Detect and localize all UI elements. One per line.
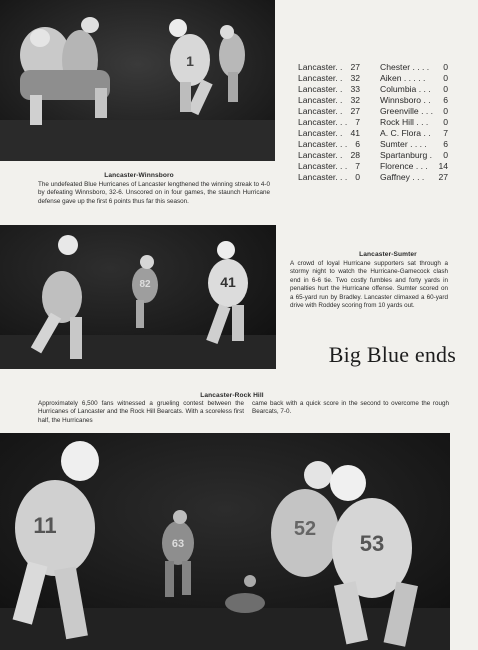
score-value: 14 bbox=[438, 161, 448, 171]
score-value: 27 bbox=[350, 62, 360, 72]
score-value: 0 bbox=[443, 84, 448, 94]
team-name: Chester . . . . bbox=[380, 62, 430, 72]
score-row bbox=[380, 161, 448, 172]
team-name: Sumter . . . . bbox=[380, 139, 427, 149]
team-name: Lancaster. . bbox=[298, 150, 343, 160]
score-row bbox=[298, 117, 360, 128]
jersey-number: 53 bbox=[359, 531, 385, 556]
score-value: 0 bbox=[443, 106, 448, 116]
score-row bbox=[298, 62, 360, 73]
score-value: 32 bbox=[350, 95, 360, 105]
score-value: 27 bbox=[438, 172, 448, 182]
team-name: Lancaster. . bbox=[298, 84, 343, 94]
caption-text-sumter: A crowd of loyal Hurricane supporters sat through a stormy night to watch the Hurricane-Gamecock clash end in 6-6 tie. Two costly fumbles and forty yards in penalties hurt the Hurricane offense. Sumter scored on a 65-yard run by Bradley. Lancaster climaxed a 60-yard drive with Roddey scoring from 10 yards out. bbox=[290, 260, 448, 310]
team-name: Gaffney . . . bbox=[380, 172, 425, 182]
score-value: 0 bbox=[443, 73, 448, 83]
photo-lancaster-sumter bbox=[0, 225, 276, 369]
score-row bbox=[298, 106, 360, 117]
team-name: Winnsboro . . bbox=[380, 95, 431, 105]
team-name: Spartanburg . bbox=[380, 150, 433, 160]
score-row bbox=[380, 139, 448, 150]
team-name: Lancaster. . bbox=[298, 128, 343, 138]
team-name: Greenville . . . bbox=[380, 106, 434, 116]
jersey-number: 1 bbox=[186, 53, 194, 69]
score-value: 7 bbox=[355, 161, 360, 171]
score-row bbox=[380, 106, 448, 117]
team-name: Lancaster. . bbox=[298, 95, 343, 105]
score-row bbox=[298, 84, 360, 95]
score-value: 6 bbox=[443, 95, 448, 105]
score-row bbox=[380, 172, 448, 183]
team-name: Lancaster. . bbox=[298, 73, 343, 83]
score-row bbox=[380, 84, 448, 95]
score-value: 6 bbox=[355, 139, 360, 149]
jersey-number: 82 bbox=[139, 279, 151, 290]
team-name: Columbia . . . bbox=[380, 84, 431, 94]
score-value: 27 bbox=[350, 106, 360, 116]
score-row bbox=[298, 95, 360, 106]
team-name: Aiken . . . . . bbox=[380, 73, 426, 83]
score-row bbox=[298, 128, 360, 139]
team-name: Lancaster. . . bbox=[298, 139, 348, 149]
score-row bbox=[380, 128, 448, 139]
score-row bbox=[380, 150, 448, 161]
caption-title-sumter: Lancaster-Sumter bbox=[359, 251, 417, 258]
score-value: 0 bbox=[443, 117, 448, 127]
photo-lancaster-winnsboro-image bbox=[0, 0, 275, 161]
score-value: 0 bbox=[355, 172, 360, 182]
score-row bbox=[380, 73, 448, 84]
photo-lancaster-rock-hill-image bbox=[0, 433, 450, 650]
score-value: 7 bbox=[355, 117, 360, 127]
jersey-number: 52 bbox=[293, 518, 317, 540]
caption-text-winnsboro: The undefeated Blue Hurricanes of Lancaster lengthened the winning streak to 4-0 by defeating Winnsboro, 32-6. Unscored on in four games, the staunch Hurricane defense gave up the first 6 points thus far this season. bbox=[38, 181, 270, 205]
score-row bbox=[298, 139, 360, 150]
score-row bbox=[380, 117, 448, 128]
team-name: A. C. Flora . . bbox=[380, 128, 431, 138]
team-name: Lancaster. . . bbox=[298, 172, 348, 182]
score-row bbox=[298, 150, 360, 161]
score-value: 33 bbox=[350, 84, 360, 94]
jersey-number: 63 bbox=[171, 538, 185, 550]
score-value: 0 bbox=[443, 62, 448, 72]
team-name: Lancaster. . . bbox=[298, 161, 348, 171]
score-row bbox=[380, 62, 448, 73]
team-name: Lancaster. . bbox=[298, 62, 343, 72]
score-row bbox=[380, 95, 448, 106]
page-headline: Big Blue ends bbox=[328, 342, 456, 367]
team-name: Rock Hill . . . bbox=[380, 117, 429, 127]
scores-lancaster-column bbox=[298, 62, 360, 183]
photo-lancaster-winnsboro bbox=[0, 0, 275, 161]
photo-lancaster-sumter-image bbox=[0, 225, 276, 369]
photo-lancaster-rock-hill bbox=[0, 433, 450, 650]
score-row bbox=[298, 73, 360, 84]
score-value: 41 bbox=[350, 128, 360, 138]
caption-title-rock-hill: Lancaster-Rock Hill bbox=[200, 392, 264, 399]
score-row bbox=[298, 172, 360, 183]
score-value: 0 bbox=[443, 150, 448, 160]
caption-title-winnsboro: Lancaster-Winnsboro bbox=[104, 172, 174, 179]
jersey-number: 11 bbox=[33, 513, 57, 538]
team-name: Lancaster. . . bbox=[298, 117, 348, 127]
scores-opponent-column bbox=[380, 62, 448, 183]
score-value: 32 bbox=[350, 73, 360, 83]
team-name: Florence . . . bbox=[380, 161, 428, 171]
caption-text-rock-hill-col1: Approximately 6,500 fans witnessed a grueling contest between the Hurricanes of Lancaster and the Rock Hill Bearcats. With a scoreless first half, the Hurricanes bbox=[38, 400, 244, 424]
jersey-number: 41 bbox=[220, 274, 236, 290]
score-value: 7 bbox=[443, 128, 448, 138]
score-row bbox=[298, 161, 360, 172]
score-value: 6 bbox=[443, 139, 448, 149]
caption-text-rock-hill-col2: came back with a quick score in the second to overcome the rough Bearcats, 7-0. bbox=[252, 400, 449, 416]
score-value: 28 bbox=[350, 150, 360, 160]
team-name: Lancaster. . bbox=[298, 106, 343, 116]
